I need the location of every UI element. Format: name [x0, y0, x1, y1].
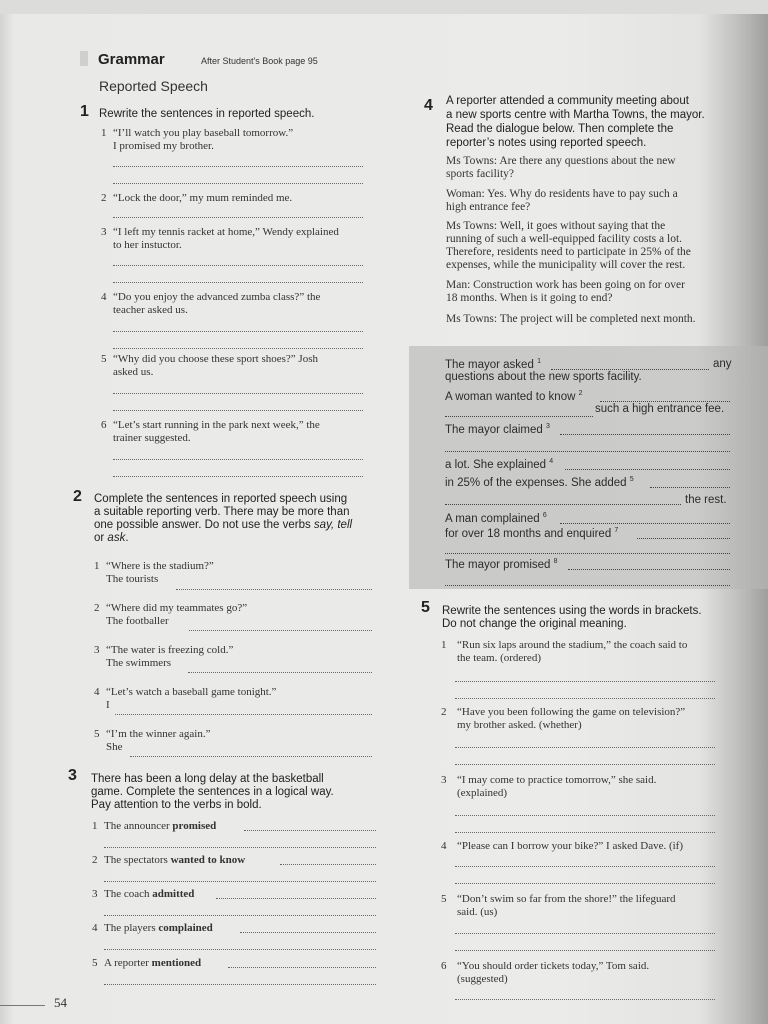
note-1: The mayor asked $^1$: [445, 358, 541, 371]
notes-blank-2[interactable]: [600, 401, 730, 402]
answer-line[interactable]: [189, 630, 372, 631]
note-9: A man complained $^6$: [445, 512, 547, 525]
book-reference: After Student's Book page 95: [201, 56, 318, 66]
exercise-1-number: 1: [80, 103, 89, 120]
answer-line[interactable]: [104, 915, 376, 916]
answer-line[interactable]: [455, 950, 715, 951]
ex1-item-2: 2 “Lock the door,” my mum reminded me.: [101, 192, 293, 204]
ex5-item-1: 1 “Run six laps around the stadium,” the coach said to the team. (ordered): [441, 639, 688, 664]
answer-line[interactable]: [228, 967, 376, 968]
notes-blank-2b[interactable]: [445, 416, 593, 417]
note-6: a lot. She explained $^4$: [445, 458, 554, 471]
notes-blank-7b[interactable]: [445, 553, 730, 554]
answer-line[interactable]: [113, 282, 363, 283]
note-8: the rest.: [685, 494, 727, 506]
answer-line[interactable]: [455, 883, 715, 884]
ex1-item-4: 4 “Do you enjoy the advanced zumba class?” the teacher asked us.: [101, 291, 321, 316]
answer-line[interactable]: [455, 866, 715, 867]
answer-line[interactable]: [244, 830, 376, 831]
ex1-item-5: 5 “Why did you choose these sport shoes?” Josh asked us.: [101, 353, 318, 378]
note-10: for over 18 months and enquired $^7$: [445, 527, 619, 540]
notes-blank-8b[interactable]: [445, 585, 730, 586]
answer-line[interactable]: [113, 183, 363, 184]
answer-line[interactable]: [113, 410, 363, 411]
answer-line[interactable]: [113, 459, 363, 460]
ex5-item-3: 3 “I may come to practice tomorrow,” she said. (explained): [441, 774, 657, 799]
answer-line[interactable]: [104, 949, 376, 950]
ex3-item-1: 1 The announcer promised: [92, 820, 217, 832]
note-4: such a high entrance fee.: [595, 403, 725, 415]
note-5: The mayor claimed $^3$: [445, 423, 550, 436]
notes-blank-6[interactable]: [560, 523, 730, 524]
ex1-item-6: 6 “Let’s start running in the park next week,” the trainer suggested.: [101, 419, 320, 444]
answer-line[interactable]: [130, 756, 372, 757]
dialogue-line-1: Ms Towns: Are there any questions about the new sports facility?: [446, 155, 676, 180]
ex3-item-5: 5 A reporter mentioned: [92, 957, 202, 969]
answer-line[interactable]: [113, 476, 363, 477]
ex1-item-1: 1 “I’ll watch you play baseball tomorrow.” I promised my brother.: [101, 127, 294, 152]
exercise-3-number: 3: [68, 767, 77, 784]
answer-line[interactable]: [115, 714, 372, 715]
answer-line[interactable]: [280, 864, 376, 865]
answer-line[interactable]: [188, 672, 372, 673]
exercise-5-instruction: Rewrite the sentences using the words in brackets. Do not change the original meaning.: [442, 605, 702, 630]
ex3-item-4: 4 The players complained: [92, 922, 213, 934]
ex5-item-6: 6 “You should order tickets today,” Tom said. (suggested): [441, 960, 650, 985]
ex3-item-2: 2 The spectators wanted to know: [92, 854, 246, 866]
ex2-item-5: 5 “I’m the winner again.” She: [94, 728, 211, 753]
ex5-item-5: 5 “Don’t swim so far from the shore!” the lifeguard said. (us): [441, 893, 676, 918]
topic-title: Reported Speech: [99, 78, 208, 94]
section-marker: [80, 51, 88, 66]
dialogue-line-2: Woman: Yes. Why do residents have to pay such a high entrance fee?: [446, 188, 678, 213]
answer-line[interactable]: [455, 999, 715, 1000]
dialogue-line-4: Man: Construction work has been going on for over 18 months. When is it going to end?: [446, 279, 685, 304]
ex2-item-3: 3 “The water is freezing cold.” The swimmers: [94, 644, 234, 669]
notes-blank-1[interactable]: [551, 369, 709, 370]
ex3-item-3: 3 The coach admitted: [92, 888, 195, 900]
notes-blank-8[interactable]: [568, 569, 730, 570]
answer-line[interactable]: [113, 348, 363, 349]
ex5-item-2: 2 “Have you been following the game on television?” my brother asked. (whether): [441, 706, 686, 731]
exercise-4-number: 4: [424, 97, 433, 114]
note-1-end: any: [713, 358, 732, 370]
page-number: 54: [54, 995, 67, 1010]
note-11: The mayor promised $^8$: [445, 558, 558, 571]
answer-line[interactable]: [455, 681, 715, 682]
answer-line[interactable]: [104, 881, 376, 882]
answer-line[interactable]: [104, 984, 376, 985]
ex2-item-2: 2 “Where did my teammates go?” The footballer: [94, 602, 248, 627]
ex5-item-4: 4 “Please can I borrow your bike?” I asked Dave. (if): [441, 840, 684, 852]
answer-line[interactable]: [113, 393, 363, 394]
note-7: in 25% of the expenses. She added $^5$: [445, 476, 634, 489]
dialogue-line-3: Ms Towns: Well, it goes without saying that the running of such a well-equipped facility costs a lot. Therefore, residents need to participate in 25% of the expenses, while the municipality will cover the rest.: [446, 220, 691, 271]
answer-line[interactable]: [113, 166, 363, 167]
exercise-2-number: 2: [73, 488, 82, 505]
exercise-2-instruction: Complete the sentences in reported speech using a suitable reporting verb. There may be more than one possible answer. Do not use the verbs say, tell or ask.: [94, 493, 353, 544]
answer-line[interactable]: [113, 331, 363, 332]
answer-line[interactable]: [455, 747, 715, 748]
footer-rule: [0, 1005, 45, 1006]
exercise-1-instruction: Rewrite the sentences in reported speech.: [99, 108, 315, 120]
section-title: Grammar: [98, 51, 165, 68]
ex1-item-3: 3 “I left my tennis racket at home,” Wendy explained to her instuctor.: [101, 226, 339, 251]
answer-line[interactable]: [113, 217, 363, 218]
answer-line[interactable]: [455, 933, 715, 934]
exercise-4-instruction: A reporter attended a community meeting about a new sports centre with Martha Towns, the mayor. Read the dialogue below. Then complete the reporter’s notes using reported speech.: [446, 95, 705, 149]
answer-line[interactable]: [176, 589, 372, 590]
answer-line[interactable]: [240, 932, 376, 933]
answer-line[interactable]: [113, 265, 363, 266]
answer-line[interactable]: [104, 847, 376, 848]
notes-blank-4[interactable]: [565, 469, 730, 470]
notes-blank-3b[interactable]: [445, 451, 730, 452]
ex2-item-4: 4 “Let’s watch a baseball game tonight.” I: [94, 686, 277, 711]
dialogue-line-5: Ms Towns: The project will be completed next month.: [446, 313, 696, 325]
exercise-5-number: 5: [421, 599, 430, 616]
answer-line[interactable]: [455, 764, 715, 765]
notes-blank-5[interactable]: [650, 487, 730, 488]
answer-line[interactable]: [455, 698, 715, 699]
answer-line[interactable]: [455, 815, 715, 816]
note-2: questions about the new sports facility.: [445, 371, 642, 383]
notes-blank-7[interactable]: [637, 538, 730, 539]
ex2-item-1: 1 “Where is the stadium?” The tourists: [94, 560, 214, 585]
note-3: A woman wanted to know $^2$: [445, 390, 583, 403]
exercise-3-instruction: There has been a long delay at the basketball game. Complete the sentences in a logical way. Pay attention to the verbs in bold.: [91, 773, 334, 811]
notes-blank-5b[interactable]: [445, 504, 681, 505]
notes-blank-3[interactable]: [560, 434, 730, 435]
answer-line[interactable]: [216, 898, 376, 899]
answer-line[interactable]: [455, 832, 715, 833]
